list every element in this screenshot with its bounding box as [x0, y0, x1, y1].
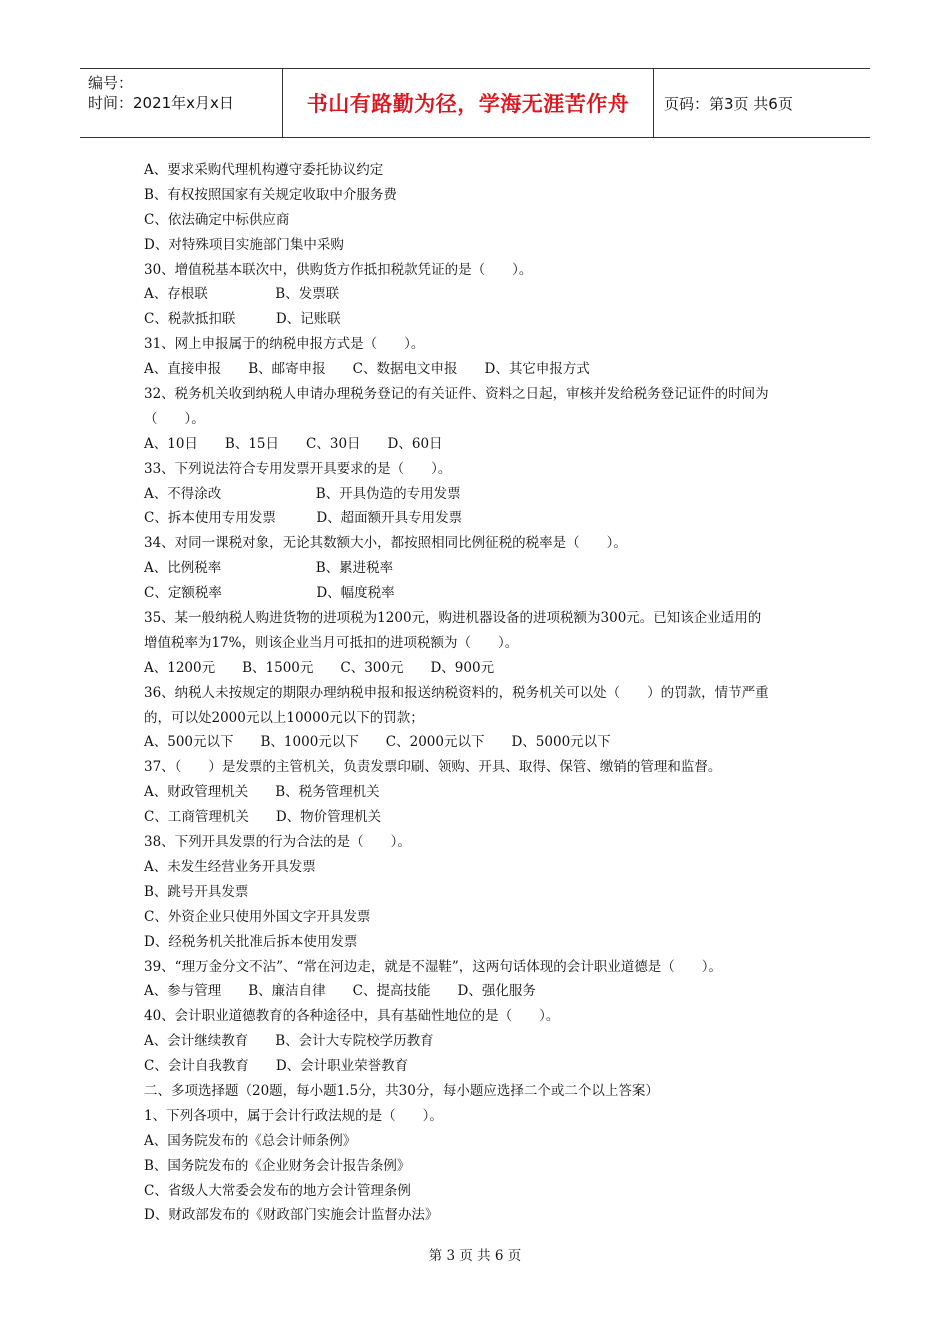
text-line: C、省级人大常委会发布的地方会计管理条例: [144, 1182, 411, 1199]
document-time-label: 时间：2021年x月x日: [88, 94, 234, 112]
text-line: D、对特殊项目实施部门集中采购: [144, 236, 344, 253]
text-line: A、1200元 B、1500元 C、300元 D、900元: [144, 659, 495, 676]
text-line: A、要求采购代理机构遵守委托协议约定: [144, 162, 384, 178]
text-line: C、工商管理机关 D、物价管理机关: [144, 809, 382, 826]
text-line: 40、会计职业道德教育的各种途径中，具有基础性地位的是（ ）。: [144, 1008, 560, 1025]
text-line: 二、多项选择题（20题，每小题1.5分，共30分，每小题应选择二个或二个以上答案）: [144, 1082, 659, 1099]
text-line: 32、税务机关收到纳税人申请办理税务登记的有关证件、资料之日起，审核并发给税务登记证件的时间为: [144, 386, 769, 403]
header-meta: [80, 69, 282, 137]
text-line: 31、网上申报属于的纳税申报方式是（ ）。: [144, 336, 425, 353]
text-line: C、依法确定中标供应商: [144, 211, 290, 228]
text-line: A、参与管理 B、廉洁自律 C、提高技能 D、强化服务: [144, 983, 536, 1000]
text-line: D、经税务机关批准后拆本使用发票: [144, 933, 358, 950]
text-line: 37、（ ）是发票的主管机关，负责发票印刷、领购、开具、取得、保管、缴销的管理和监督。: [144, 759, 722, 776]
header-motto: 书山有路勤为径，学海无涯苦作舟: [282, 69, 654, 137]
text-line: A、存根联 B、发票联: [144, 286, 340, 303]
text-line: 30、增值税基本联次中，供购货方作抵扣税款凭证的是（ ）。: [144, 261, 533, 278]
text-line: C、拆本使用专用发票 D、超面额开具专用发票: [144, 510, 463, 527]
text-line: B、国务院发布的《企业财务会计报告条例》: [144, 1157, 411, 1174]
text-line: A、10日 B、15日 C、30日 D、60日: [144, 435, 443, 452]
text-line: 35、某一般纳税人购进货物的进项税为1200元，购进机器设备的进项税额为300元。已知该企业适用的: [144, 610, 762, 627]
text-line: C、税款抵扣联 D、记账联: [144, 311, 341, 328]
text-line: 的，可以处2000元以上10000元以下的罚款；: [144, 709, 424, 726]
text-line: C、外资企业只使用外国文字开具发票: [144, 908, 371, 925]
text-line: 38、下列开具发票的行为合法的是（ ）。: [144, 834, 411, 851]
page-header: [80, 68, 870, 138]
text-line: A、未发生经营业务开具发票: [144, 858, 316, 875]
document-body: [144, 158, 824, 1228]
text-line: 33、下列说法符合专用发票开具要求的是（ ）。: [144, 460, 452, 477]
text-line: （ ）。: [144, 410, 205, 427]
text-line: B、有权按照国家有关规定收取中介服务费: [144, 186, 397, 203]
text-line: A、会计继续教育 B、会计大专院校学历教育: [144, 1033, 434, 1050]
text-line: 36、纳税人未按规定的期限办理纳税申报和报送纳税资料的，税务机关可以处（ ）的罚款，情节严重: [144, 684, 769, 701]
text-line: C、会计自我教育 D、会计职业荣誉教育: [144, 1058, 409, 1075]
header-page-info: 页码：第3页 共6页: [664, 94, 793, 113]
text-line: 1、下列各项中，属于会计行政法规的是（ ）。: [144, 1107, 443, 1124]
text-line: A、比例税率 B、累进税率: [144, 560, 394, 577]
text-line: A、500元以下 B、1000元以下 C、2000元以下 D、5000元以下: [144, 734, 611, 751]
text-line: 34、对同一课税对象，无论其数额大小，都按照相同比例征税的税率是（ ）。: [144, 535, 627, 552]
text-line: B、跳号开具发票: [144, 883, 249, 900]
text-line: A、直接申报 B、邮寄申报 C、数据电文申报 D、其它申报方式: [144, 361, 590, 378]
text-line: 39、“理万金分文不沾”、“常在河边走，就是不湿鞋”，这两句话体现的会计职业道德是（ ）。: [144, 958, 723, 975]
text-line: A、不得涂改 B、开具伪造的专用发票: [144, 485, 461, 502]
text-line: D、财政部发布的《财政部门实施会计监督办法》: [144, 1207, 439, 1224]
text-line: 增值税率为17%，则该企业当月可抵扣的进项税额为（ ）。: [144, 634, 519, 651]
text-line: C、定额税率 D、幅度税率: [144, 585, 395, 602]
text-line: A、国务院发布的《总会计师条例》: [144, 1132, 357, 1149]
page-footer: 第 3 页 共 6 页: [428, 1248, 522, 1264]
document-number-label: 编号：: [88, 74, 134, 92]
text-line: A、财政管理机关 B、税务管理机关: [144, 784, 380, 801]
